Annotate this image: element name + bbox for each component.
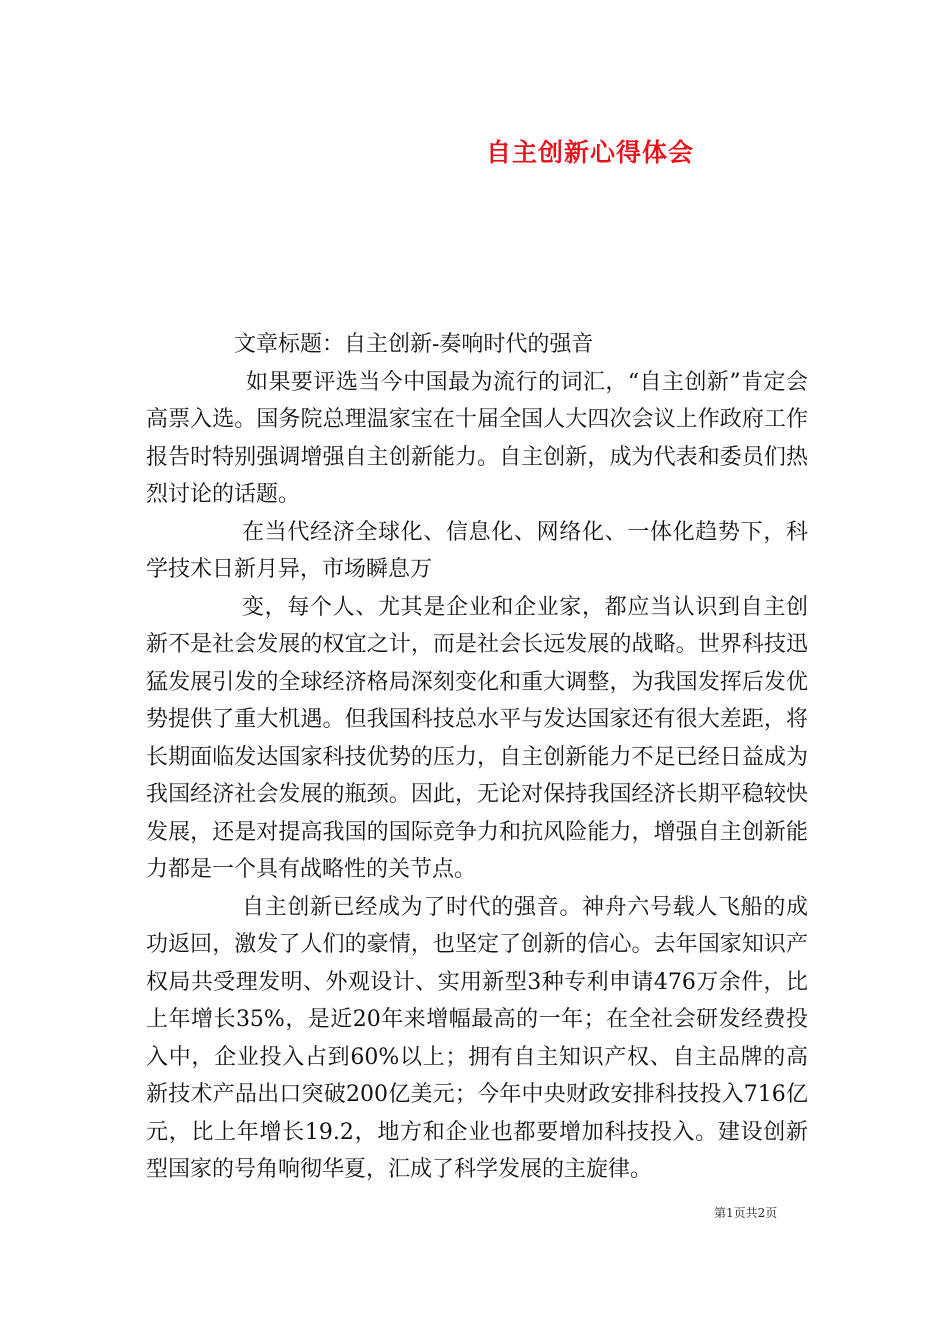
paragraph: 在当代经济全球化、信息化、网络化、一体化趋势下，科学技术日新月异，市场瞬息万 — [146, 519, 808, 582]
article-heading: 文章标题：自主创新-奏响时代的强音 — [234, 332, 594, 357]
page-number: 第1页共2页 — [714, 1206, 778, 1220]
document-body — [146, 326, 808, 1189]
paragraph: 如果要评选当今中国最为流行的词汇，“自主创新”肯定会高票入选。国务院总理温家宝在十届全国人大四次会议上作政府工作报告时特别强调增强自主创新能力。自主创新，成为代表和委员们热烈讨论的话题。 — [146, 369, 808, 507]
paragraph: 自主创新已经成为了时代的强音。神舟六号载人飞船的成功返回，激发了人们的豪情，也坚定了创新的信心。去年国家知识产权局共受理发明、外观设计、实用新型3种专利申请476万余件，比上年增长35%，是近20年来增幅最高的一年；在全社会研发经费投入中，企业投入占到60%以上；拥有自主知识产权、自主品牌的高新技术产品出口突破200亿美元；今年中央财政安排科技投入716亿元，比上年增长19.2，地方和企业也都要增加科技投入。建设创新型国家的号角响彻华夏，汇成了科学发展的主旋律。 — [146, 894, 809, 1182]
page-title: 自主创新心得体会 — [485, 138, 694, 167]
paragraph: 变，每个人、尤其是企业和企业家，都应当认识到自主创新不是社会发展的权宜之计，而是社会长远发展的战略。世界科技迅猛发展引发的全球经济格局深刻变化和重大调整，为我国发挥后发优势提供了重大机遇。但我国科技总水平与发达国家还有很大差距，将长期面临发达国家科技优势的压力，自主创新能力不足已经日益成为我国经济社会发展的瓶颈。因此，无论对保持我国经济长期平稳较快发展，还是对提高我国的国际竞争力和抗风险能力，增强自主创新能力都是一个具有战略性的关节点。 — [146, 594, 808, 882]
